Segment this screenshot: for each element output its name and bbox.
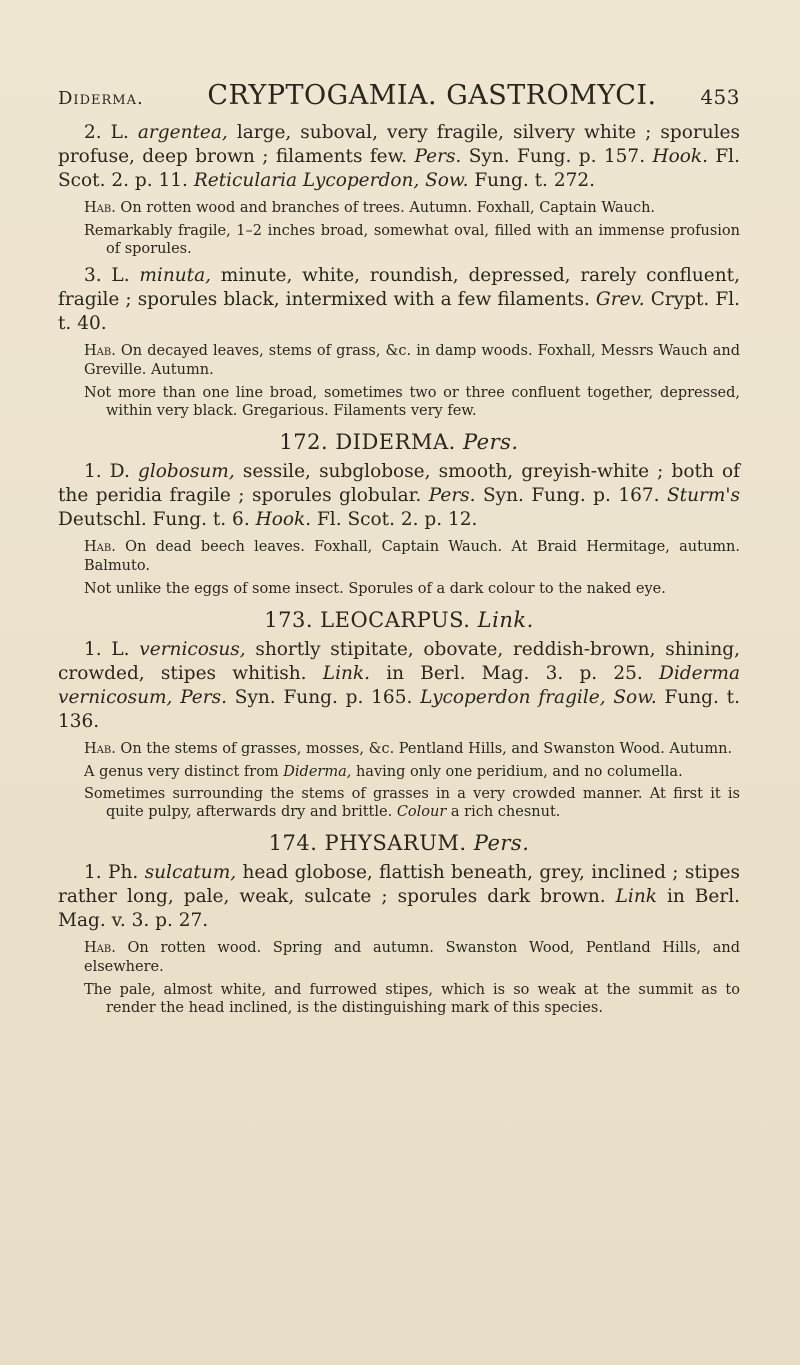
reference-author: Link. bbox=[322, 663, 370, 684]
species-entry-sulcatum bbox=[58, 861, 740, 933]
header-title: CRYPTOGAMIA. GASTROMYCI. bbox=[207, 80, 657, 111]
reference-author: Hook. bbox=[255, 509, 312, 530]
species-description: minute, white, roundish, depressed, rarely confluent, fragile ; sporules black, intermixed with a few filaments. bbox=[58, 265, 740, 310]
reference-author: Hook. bbox=[652, 146, 708, 167]
note-genus: Diderma, bbox=[283, 764, 352, 780]
reference: Fl. Scot. 2. p. 11. bbox=[58, 146, 740, 191]
genus-authority: Link. bbox=[477, 608, 534, 632]
habitat-text: On rotten wood. Spring and autumn. Swanston Wood, Pentland Hills, and elsewhere. bbox=[84, 940, 740, 975]
reference: Fung. t. 136. bbox=[58, 687, 740, 732]
reference: Fl. Scot. 2. p. 12. bbox=[311, 509, 478, 530]
species-name: argentea, bbox=[137, 122, 228, 143]
reference-author: Sturm's bbox=[666, 485, 740, 506]
species-entry-globosum bbox=[58, 460, 740, 532]
header-genus: Diderma. bbox=[58, 88, 144, 109]
habitat-text: On rotten wood and branches of trees. Autumn. Foxhall, Captain Wauch. bbox=[115, 200, 656, 216]
running-header bbox=[58, 80, 740, 111]
species-name: globosum, bbox=[137, 461, 235, 482]
page-content bbox=[58, 80, 740, 1017]
note: Remarkably fragile, 1–2 inches broad, somewhat oval, filled with an immense profusion of sporules. bbox=[84, 223, 740, 257]
reference-author: Pers. bbox=[414, 146, 462, 167]
species-description: shortly stipitate, obovate, reddish-brown, shining, crowded, stipes whitish. bbox=[58, 639, 741, 684]
species-name: sulcatum, bbox=[144, 862, 237, 883]
species-name: vernicosus, bbox=[139, 639, 246, 660]
note-text: A genus very distinct from bbox=[84, 764, 284, 780]
reference-author: Link bbox=[615, 886, 657, 907]
species-entry-vernicosus bbox=[58, 638, 740, 734]
synonym: Lycoperdon fragile, Sow. bbox=[420, 687, 657, 708]
habitat-label: Hab. bbox=[84, 343, 116, 359]
habitat-label: Hab. bbox=[84, 200, 116, 216]
habitat bbox=[84, 199, 740, 218]
habitat-text: On decayed leaves, stems of grass, &c. in damp woods. Foxhall, Messrs Wauch and Greville. Autumn. bbox=[84, 343, 740, 378]
note-text: a rich chesnut. bbox=[446, 804, 561, 820]
species-name: minuta, bbox=[139, 265, 212, 286]
entry-number: 1. L. bbox=[84, 639, 130, 660]
genus-authority: Pers. bbox=[473, 831, 530, 855]
synonym: Reticularia Lycoperdon, Sow. bbox=[193, 170, 469, 191]
reference-author: Pers. bbox=[428, 485, 476, 506]
entry-number: 2. L. bbox=[84, 122, 129, 143]
species-description: sessile, subglobose, smooth, greyish-white ; both of the peridia fragile ; sporules globular. bbox=[58, 461, 740, 506]
habitat bbox=[84, 538, 740, 576]
habitat bbox=[84, 939, 740, 977]
synonym: Diderma vernicosum, Pers. bbox=[58, 663, 740, 708]
reference: Syn. Fung. p. 157. bbox=[461, 146, 653, 167]
species-description: head globose, flattish beneath, grey, inclined ; stipes rather long, pale, weak, sulcate ; sporules dark brown. bbox=[58, 862, 740, 907]
habitat bbox=[84, 740, 740, 759]
page-number: 453 bbox=[700, 85, 740, 109]
note bbox=[84, 763, 740, 781]
genus-authority: Pers. bbox=[462, 430, 519, 454]
habitat-label: Hab. bbox=[84, 940, 116, 956]
genus-heading-diderma bbox=[58, 430, 740, 454]
habitat bbox=[84, 342, 740, 380]
note bbox=[84, 785, 740, 821]
genus-heading-physarum bbox=[58, 831, 740, 855]
species-description: large, suboval, very fragile, silvery white ; sporules profuse, deep brown ; filaments few. bbox=[58, 122, 740, 167]
genus-title: 172. DIDERMA. bbox=[279, 430, 456, 454]
habitat-label: Hab. bbox=[84, 741, 116, 757]
entry-number: 1. D. bbox=[84, 461, 130, 482]
note: Not unlike the eggs of some insect. Sporules of a dark colour to the naked eye. bbox=[84, 581, 666, 597]
entry-number: 3. L. bbox=[84, 265, 130, 286]
note-text: Sometimes surrounding the stems of grasses in a very crowded manner. At first it is quite pulpy, afterwards dry and brittle. bbox=[84, 786, 740, 820]
habitat-label: Hab. bbox=[84, 539, 116, 555]
reference: Deutschl. Fung. t. 6. bbox=[58, 509, 256, 530]
note: Not more than one line broad, sometimes two or three confluent together, depressed, within very black. Gregarious. Filaments very few. bbox=[84, 385, 740, 419]
reference: in Berl. Mag. v. 3. p. 27. bbox=[58, 886, 740, 931]
species-entry-minuta bbox=[58, 264, 740, 336]
note-emphasis: Colour bbox=[396, 804, 447, 820]
reference-author: Grev. bbox=[595, 289, 645, 310]
entry-number: 1. Ph. bbox=[84, 862, 139, 883]
genus-title: 173. LEOCARPUS. bbox=[264, 608, 471, 632]
reference: Crypt. Fl. t. 40. bbox=[58, 289, 740, 334]
reference: Syn. Fung. p. 167. bbox=[475, 485, 667, 506]
reference: in Berl. Mag. 3. p. 25. bbox=[370, 663, 660, 684]
habitat-text: On the stems of grasses, mosses, &c. Pentland Hills, and Swanston Wood. Autumn. bbox=[115, 741, 733, 757]
genus-heading-leocarpus bbox=[58, 608, 740, 632]
reference: Syn. Fung. p. 165. bbox=[226, 687, 421, 708]
note: The pale, almost white, and furrowed stipes, which is so weak at the summit as to render the head inclined, is the distinguishing mark of this species. bbox=[84, 982, 740, 1016]
genus-title: 174. PHYSARUM. bbox=[268, 831, 467, 855]
note-text: having only one peridium, and no columella. bbox=[351, 764, 683, 780]
species-entry-argentea bbox=[58, 121, 740, 193]
habitat-text: On dead beech leaves. Foxhall, Captain Wauch. At Braid Hermitage, autumn. Balmuto. bbox=[84, 539, 740, 574]
reference: Fung. t. 272. bbox=[468, 170, 596, 191]
